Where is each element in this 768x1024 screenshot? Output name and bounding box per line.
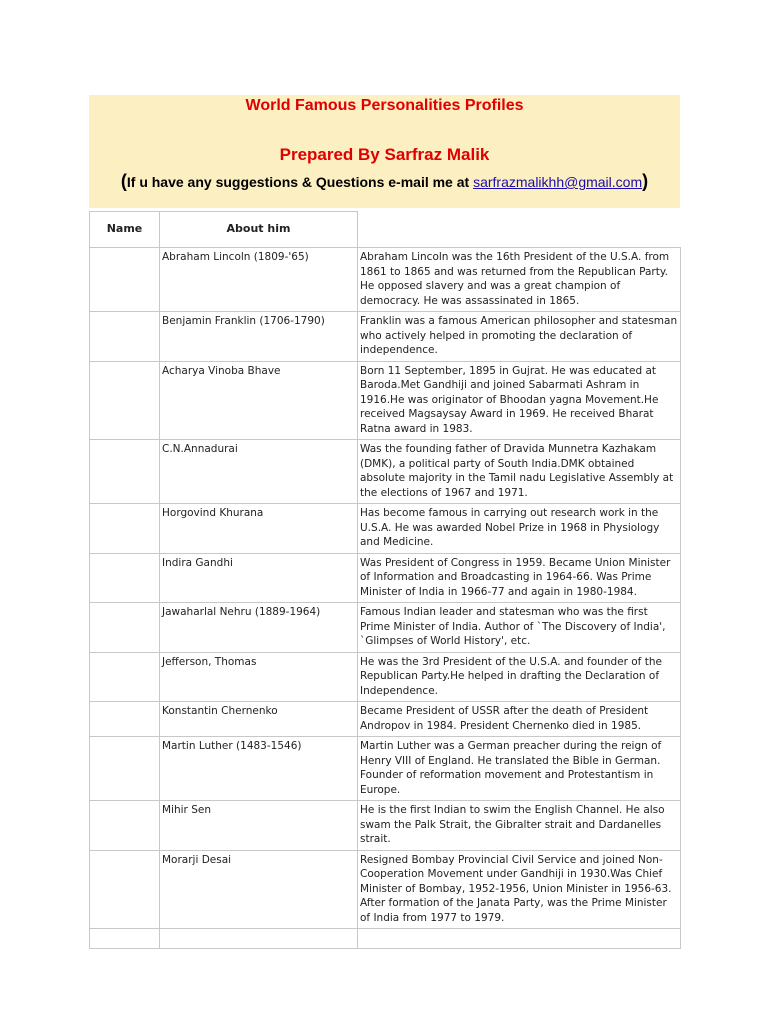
person-description: Was the founding father of Dravida Munnetra Kazhakam (DMK), a political party of South India.DMK obtained absolute majority in the Tamil nadu Legislative Assembly at the elections of 1967 and 1971. xyxy=(358,440,681,504)
table-row xyxy=(90,553,681,603)
header-blank xyxy=(358,212,681,248)
table-empty-row xyxy=(90,929,681,949)
person-description: Became President of USSR after the death of President Andropov in 1984. President Chernenko died in 1985. xyxy=(358,702,681,737)
row-index-cell xyxy=(90,652,160,702)
person-name: Indira Gandhi xyxy=(160,553,358,603)
empty-cell xyxy=(90,929,160,949)
header-name: Name xyxy=(90,212,160,248)
header-banner xyxy=(89,95,680,208)
person-name: Horgovind Khurana xyxy=(160,504,358,554)
row-index-cell xyxy=(90,553,160,603)
table-row xyxy=(90,504,681,554)
header-about: About him xyxy=(160,212,358,248)
page-title: World Famous Personalities Profiles xyxy=(245,97,524,114)
table-row xyxy=(90,603,681,653)
person-name: Abraham Lincoln (1809-'65) xyxy=(160,248,358,312)
contact-open-paren: ( xyxy=(120,171,127,191)
person-name: Benjamin Franklin (1706-1790) xyxy=(160,312,358,362)
table-row xyxy=(90,361,681,440)
table-row xyxy=(90,801,681,851)
row-index-cell xyxy=(90,801,160,851)
row-index-cell xyxy=(90,702,160,737)
person-description: Famous Indian leader and statesman who was the first Prime Minister of India. Author of `The Discovery of India', `Glimpses of World History', etc. xyxy=(358,603,681,653)
table-row xyxy=(90,737,681,801)
person-name: C.N.Annadurai xyxy=(160,440,358,504)
person-description: Born 11 September, 1895 in Gujrat. He was educated at Baroda.Met Gandhiji and joined Sabarmati Ashram in 1916.He was originator of Bhoodan yagna Movement.He received Magsaysay Award in 1969. He received Bharat Ratna award in 1983. xyxy=(358,361,681,440)
table-row xyxy=(90,850,681,929)
person-name: Martin Luther (1483-1546) xyxy=(160,737,358,801)
contact-close-paren: ) xyxy=(642,171,649,191)
person-description: Franklin was a famous American philosopher and statesman who actively helped in promoting the declaration of independence. xyxy=(358,312,681,362)
row-index-cell xyxy=(90,361,160,440)
table-row xyxy=(90,248,681,312)
personalities-table xyxy=(89,211,681,949)
row-index-cell xyxy=(90,603,160,653)
person-description: Martin Luther was a German preacher during the reign of Henry VIII of England. He translated the Bible in German. Founder of reformation movement and Protestantism in Europe. xyxy=(358,737,681,801)
table-row xyxy=(90,312,681,362)
row-index-cell xyxy=(90,248,160,312)
row-index-cell xyxy=(90,312,160,362)
table-header-row xyxy=(90,212,681,248)
person-name: Jefferson, Thomas xyxy=(160,652,358,702)
table-row xyxy=(90,652,681,702)
person-description: He was the 3rd President of the U.S.A. and founder of the Republican Party.He helped in drafting the Declaration of Independence. xyxy=(358,652,681,702)
row-index-cell xyxy=(90,504,160,554)
row-index-cell xyxy=(90,850,160,929)
person-name: Acharya Vinoba Bhave xyxy=(160,361,358,440)
person-description: Resigned Bombay Provincial Civil Service and joined Non-Cooperation Movement under Gandhiji in 1930.Was Chief Minister of Bombay, 1952-1956, Union Minister in 1956-63. After formation of the Janata Party, was the Prime Minister of India from 1977 to 1979. xyxy=(358,850,681,929)
person-description: Was President of Congress in 1959. Became Union Minister of Information and Broadcasting in 1964-66. Was Prime Minister of India in 1966-77 and again in 1980-1984. xyxy=(358,553,681,603)
table-row xyxy=(90,440,681,504)
person-description: Has become famous in carrying out research work in the U.S.A. He was awarded Nobel Prize in 1968 in Physiology and Medicine. xyxy=(358,504,681,554)
person-description: He is the first Indian to swim the English Channel. He also swam the Palk Strait, the Gibralter strait and Dardanelles strait. xyxy=(358,801,681,851)
row-index-cell xyxy=(90,737,160,801)
table-row xyxy=(90,702,681,737)
person-description: Abraham Lincoln was the 16th President of the U.S.A. from 1861 to 1865 and was returned from the Republican Party. He opposed slavery and was a great champion of democracy. He was assassinated in 1865. xyxy=(358,248,681,312)
contact-text: If u have any suggestions & Questions e-mail me at xyxy=(126,174,474,190)
contact-line xyxy=(89,171,680,192)
person-name: Mihir Sen xyxy=(160,801,358,851)
empty-cell xyxy=(358,929,681,949)
person-name: Jawaharlal Nehru (1889-1964) xyxy=(160,603,358,653)
person-name: Konstantin Chernenko xyxy=(160,702,358,737)
person-name: Morarji Desai xyxy=(160,850,358,929)
email-link[interactable]: sarfrazmalikhh@gmail.com xyxy=(473,174,643,190)
author-line: Prepared By Sarfraz Malik xyxy=(279,145,490,164)
empty-cell xyxy=(160,929,358,949)
row-index-cell xyxy=(90,440,160,504)
